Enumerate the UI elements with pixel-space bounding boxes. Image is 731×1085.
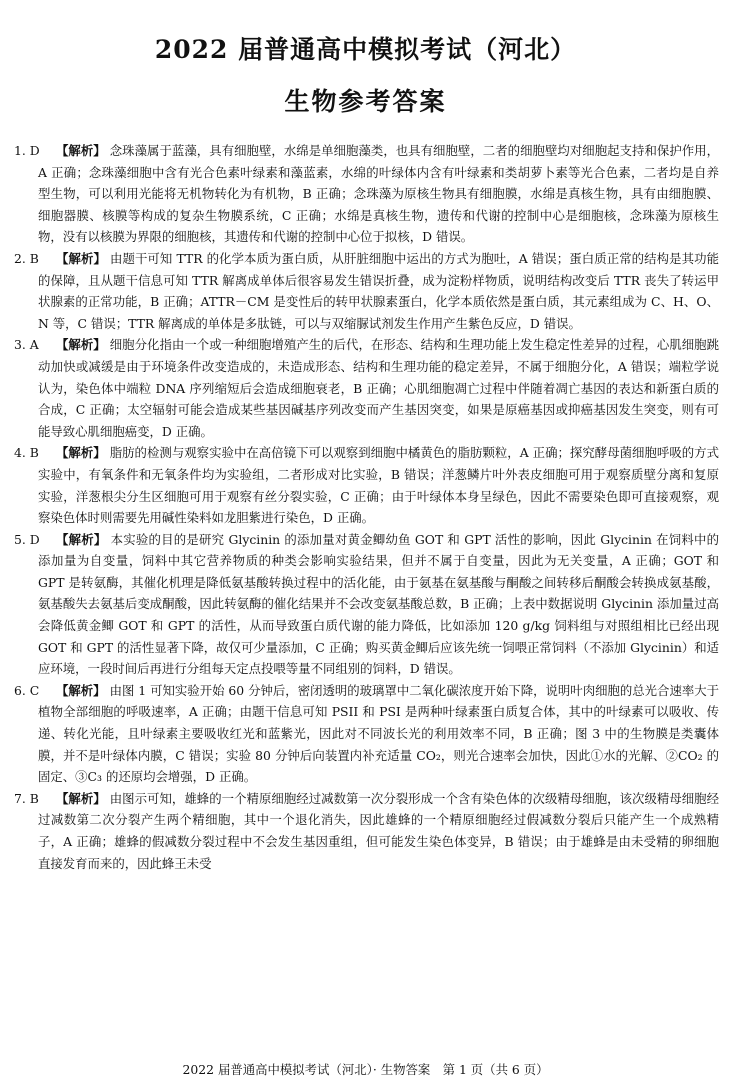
answer-text: 由图示可知，雄蜂的一个精原细胞经过减数第一次分裂形成一个含有染色体的次级精母细胞，该次级精母细胞经过减数第二次分裂产生两个精细胞，其中一个退化消失，因此雄蜂的一个精原细胞经过假减数分裂后只能产生一个成熟精子，A 正确；雄蜂的假减数分裂过程中不会发生基因重组，但可能发生染色体变异，B 错误；由于雄蜂是由未受精的卵细胞直接发育而来的，因此蜂王未受 xyxy=(38,790,720,871)
answer-number: 6. C xyxy=(14,682,40,698)
answer-item-3 xyxy=(14,334,719,442)
analysis-tag: 【解析】 xyxy=(56,531,107,547)
answer-text: 本实验的目的是研究 Glycinin 的添加量对黄金鲫幼鱼 GOT 和 GPT 活性的影响，因此 Glycinin 在饲料中的添加量为自变量，饲料中其它营养物质的种类会影响实验结果，但并不属于自变量，因此为无关变量，A 正确；GOT 和 GPT 是转氨酶，其催化机理是降低氨基酸转换过程中的活化能，由于氨基在氨基酸与酮酸之间转移后酮酸会转换成氨基酸，氨基酸失去氨基后变成酮酸，因此转氨酶的催化结果并不会改变氨基酸总数，B 正确；上表中数据说明 Glycinin 添加量过高会降低黄金鲫 GOT 和 GPT 的活性，从而导致蛋白质代谢的能力降低，比如添加 120 g/kg 饲料组与对照组相比已经出现 GOT 和 GPT 的活性显著下降，故仅可少量添加，C 正确；购买黄金鲫后应该先统一饲喂正常饲料（不添加 Glycinin）和适应环境，一段时间后再进行分组每天定点投喂等量不同组别的饲料，D 错误。 xyxy=(38,531,720,677)
answer-text: 细胞分化指由一个或一种细胞增殖产生的后代，在形态、结构和生理功能上发生稳定性差异的过程，心肌细胞跳动加快或减缓是由于环境条件改变造成的，未造成形态、结构和生理功能的稳定差异，不属于细胞分化，A 错误；端粒学说认为，染色体中端粒 DNA 序列缩短后会造成细胞衰老，B 正确；心肌细胞凋亡过程中伴随着凋亡基因的表达和新蛋白质的合成，C 正确；太空辐射可能会造成某些基因碱基序列改变而产生基因突变，如果是原癌基因或抑癌基因发生突变，则有可能导致心肌细胞癌变，D 正确。 xyxy=(38,337,720,439)
answer-text: 脂肪的检测与观察实验中在高倍镜下可以观察到细胞中橘黄色的脂肪颗粒，A 正确；探究酵母菌细胞呼吸的方式实验中，有氧条件和无氧条件均为实验组，二者形成对比实验，B 错误；洋葱鳞片叶外表皮细胞可用于观察质壁分离和复原实验，洋葱根尖分生区细胞可用于观察有丝分裂实验，C 正确；由于叶绿体本身呈绿色，因此不需要染色即可直接观察，观察染色体时则需要先用碱性染料如龙胆紫进行染色，D 正确。 xyxy=(38,445,719,526)
analysis-tag: 【解析】 xyxy=(56,337,106,353)
answer-number: 3. A xyxy=(14,337,39,353)
answer-item-7 xyxy=(14,788,719,874)
analysis-tag: 【解析】 xyxy=(56,682,106,698)
answer-list xyxy=(14,140,719,874)
answer-number: 2. B xyxy=(14,250,39,266)
answer-item-6 xyxy=(14,680,719,788)
document-subtitle: 生物参考答案 xyxy=(284,87,447,116)
document-title: 2022 届普通高中模拟考试（河北） xyxy=(154,35,577,64)
analysis-tag: 【解析】 xyxy=(56,250,106,266)
answer-text: 由图 1 可知实验开始 60 分钟后，密闭透明的玻璃罩中二氧化碳浓度开始下降，说明叶肉细胞的总光合速率大于植物全部细胞的呼吸速率，A 正确；由题干信息可知 PSII 和 PSI 是两种叶绿素蛋白质复合体，其中的叶绿素可以吸收、传递、转化光能，且叶绿素主要吸收红光和蓝紫光，因此对不同波长光的利用效率不同，B 正确；图 3 中的生物膜是类囊体膜，并不是叶绿体内膜，C 错误；实验 80 分钟后向装置内补充适量 CO₂，则光合速率会加快，因此①水的光解、②CO₂ 的固定、③C₃ 的还原均会增强，D 正确。 xyxy=(38,682,720,785)
analysis-tag: 【解析】 xyxy=(56,143,106,158)
page-footer: 2022 届普通高中模拟考试（河北）· 生物答案 第 1 页（共 6 页） xyxy=(182,1062,549,1077)
analysis-tag: 【解析】 xyxy=(56,445,106,461)
answer-text: 由题干可知 TTR 的化学本质为蛋白质，从肝脏细胞中运出的方式为胞吐，A 错误；蛋白质正常的结构是其功能的保障，且从题干信息可知 TTR 解离成单体后很容易发生错误折叠，成为淀粉样物质，说明结构改变后 TTR 丧失了转运甲状腺素的正常功能，B 正确；ATTR－CM 是变性后的转甲状腺素蛋白，化学本质依然是蛋白质，其元素组成为 C、H、O、N 等，C 错误；TTR 解离成的单体是多肽链，可以与双缩脲试剂发生作用产生紫色反应，D 错误。 xyxy=(38,250,720,331)
answer-number: 4. B xyxy=(14,445,39,461)
answer-item-1 xyxy=(14,140,719,248)
answer-text: 念珠藻属于蓝藻，具有细胞壁，水绵是单细胞藻类，也具有细胞壁，二者的细胞壁均对细胞起支持和保护作用，A 正确；念珠藻细胞中含有光合色素叶绿素和藻蓝素，水绵的叶绿体内含有叶绿素和类胡萝卜素等光合色素，二者均是自养型生物，可以利用光能将无机物转化为有机物，B 正确；念珠藻为原核生物具有细胞膜，水绵是真核生物，具有由细胞膜、细胞器膜、核膜等构成的复杂生物膜系统，C 正确；水绵是真核生物，遗传和代谢的控制中心是细胞核，念珠藻为原核生物，没有以核膜为界限的细胞核，其遗传和代谢的控制中心位于拟核，D 错误。 xyxy=(38,143,720,245)
answer-number: 7. B xyxy=(14,790,39,806)
answer-number: 5. D xyxy=(14,531,40,547)
answer-item-5 xyxy=(14,529,719,680)
answer-item-4 xyxy=(14,442,719,528)
answer-number: 1. D xyxy=(14,143,40,158)
answer-item-2 xyxy=(14,248,719,334)
analysis-tag: 【解析】 xyxy=(56,790,106,806)
